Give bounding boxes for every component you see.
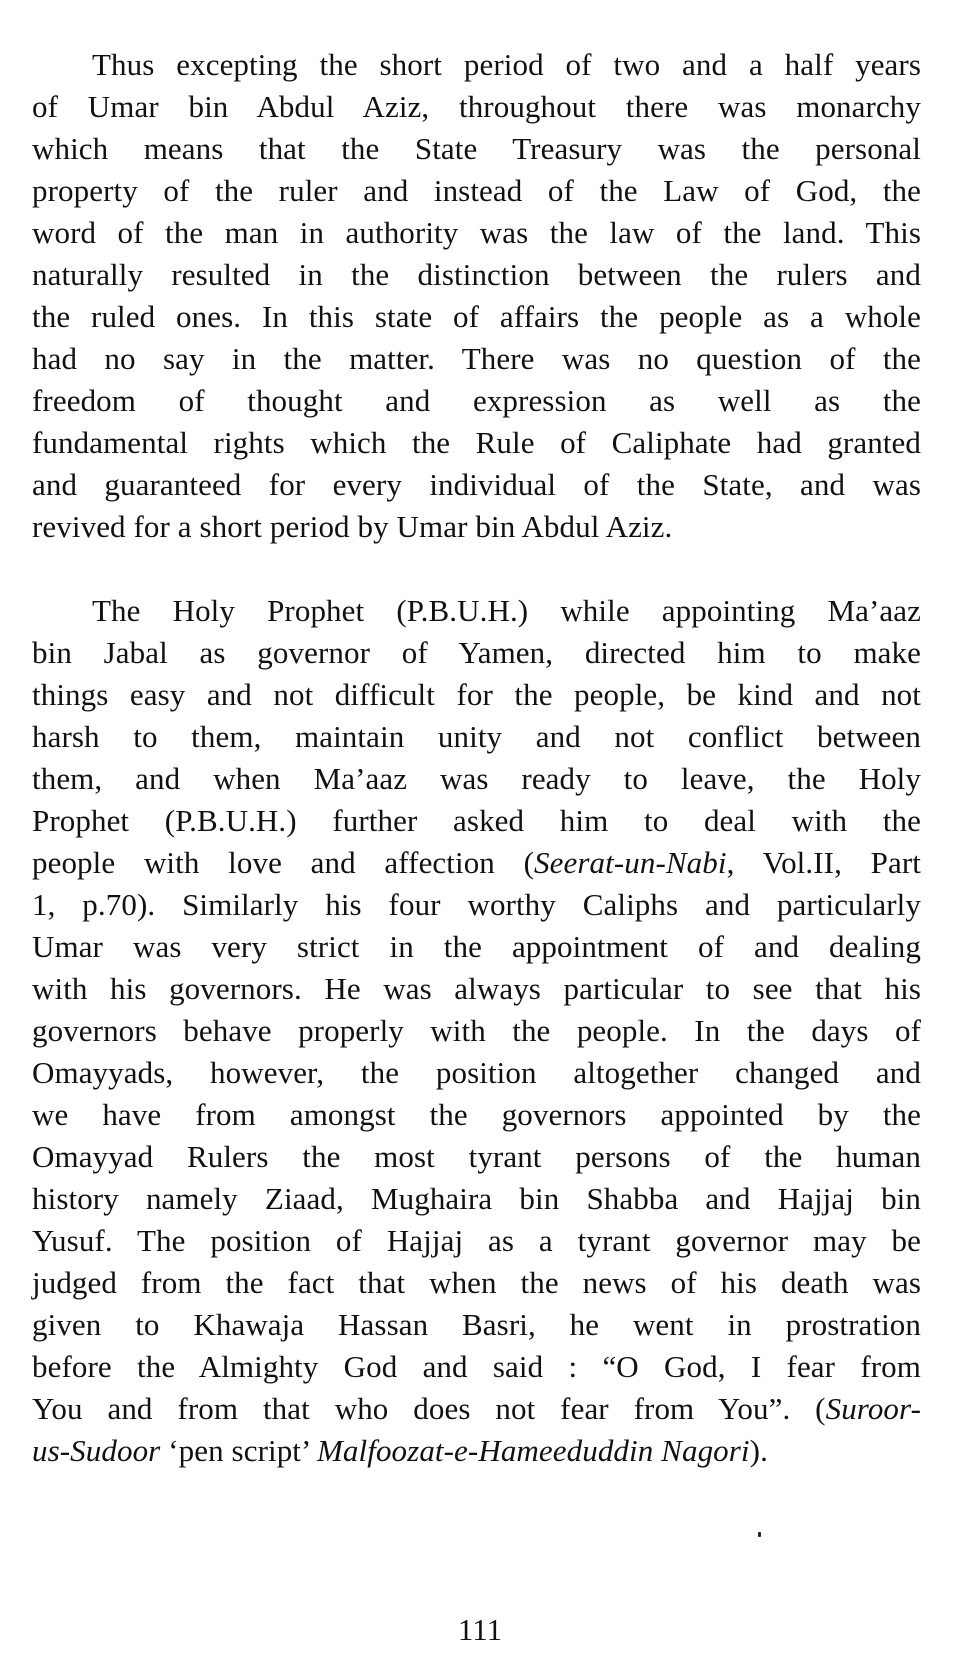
text-line: had no say in the matter. There was no question of the xyxy=(32,341,921,376)
text-line-with-citation xyxy=(32,1430,921,1472)
text-line: things easy and not difficult for the people, be kind and not xyxy=(32,677,921,712)
text-line: naturally resulted in the distinction between the rulers and xyxy=(32,257,921,292)
paragraph-2 xyxy=(32,590,921,1472)
italic-title: Malfoozat-e-Hameeduddin Nagori xyxy=(317,1433,750,1468)
text-line: The Holy Prophet (P.B.U.H.) while appointing Ma’aaz xyxy=(92,593,921,628)
text-line-with-citation xyxy=(32,1388,921,1430)
text-line: with his governors. He was always particular to see that his xyxy=(32,971,921,1006)
text-line: property of the ruler and instead of the Law of God, the xyxy=(32,173,921,208)
text-line: 1, p.70). Similarly his four worthy Caliphs and particularly xyxy=(32,887,921,922)
text-line: them, and when Ma’aaz was ready to leave, the Holy xyxy=(32,761,921,796)
text-line: which means that the State Treasury was the personal xyxy=(32,131,921,166)
text-line: Prophet (P.B.U.H.) further asked him to deal with the xyxy=(32,803,921,838)
text-line: Thus excepting the short period of two and a half years xyxy=(92,47,921,82)
text-line: Omayyad Rulers the most tyrant persons of the human xyxy=(32,1139,921,1174)
text-line: fundamental rights which the Rule of Caliphate had granted xyxy=(32,425,921,460)
text-line: given to Khawaja Hassan Basri, he went in prostration xyxy=(32,1307,921,1342)
text-run: ‘pen script’ xyxy=(160,1433,317,1468)
text-line: Umar was very strict in the appointment of and dealing xyxy=(32,929,921,964)
text-line: history namely Ziaad, Mughaira bin Shabba and Hajjaj bin xyxy=(32,1181,921,1216)
italic-title: Seerat-un-Nabi xyxy=(534,845,727,880)
text-line-with-citation xyxy=(32,842,921,884)
text-line: governors behave properly with the people. In the days of xyxy=(32,1013,921,1048)
text-line: Omayyads, however, the position altogether changed and xyxy=(32,1055,921,1090)
text-line: Yusuf. The position of Hajjaj as a tyrant governor may be xyxy=(32,1223,921,1258)
scan-speck xyxy=(758,1532,761,1537)
text-run: , Vol.II, Part xyxy=(726,845,921,880)
text-line: word of the man in authority was the law of the land. This xyxy=(32,215,921,250)
text-line: freedom of thought and expression as well as the xyxy=(32,383,921,418)
text-run: You and from that who does not fear from You”. ( xyxy=(32,1391,826,1426)
text-run: people with love and affection ( xyxy=(32,845,535,880)
page-number: 111 xyxy=(457,1612,503,1647)
text-line: harsh to them, maintain unity and not conflict between xyxy=(32,719,921,754)
italic-title: Suroor- xyxy=(825,1391,921,1426)
paragraph-1 xyxy=(32,44,921,548)
text-line: revived for a short period by Umar bin Abdul Aziz. xyxy=(32,509,673,544)
text-line: and guaranteed for every individual of the State, and was xyxy=(32,467,921,502)
text-line: of Umar bin Abdul Aziz, throughout there was monarchy xyxy=(32,89,921,124)
text-line: bin Jabal as governor of Yamen, directed him to make xyxy=(32,635,921,670)
text-run: ). xyxy=(749,1433,768,1468)
text-line: we have from amongst the governors appointed by the xyxy=(32,1097,921,1132)
text-line: judged from the fact that when the news of his death was xyxy=(32,1265,921,1300)
text-line: the ruled ones. In this state of affairs the people as a whole xyxy=(32,299,921,334)
text-line: before the Almighty God and said : “O God, I fear from xyxy=(32,1349,921,1384)
italic-title: us-Sudoor xyxy=(32,1433,161,1468)
